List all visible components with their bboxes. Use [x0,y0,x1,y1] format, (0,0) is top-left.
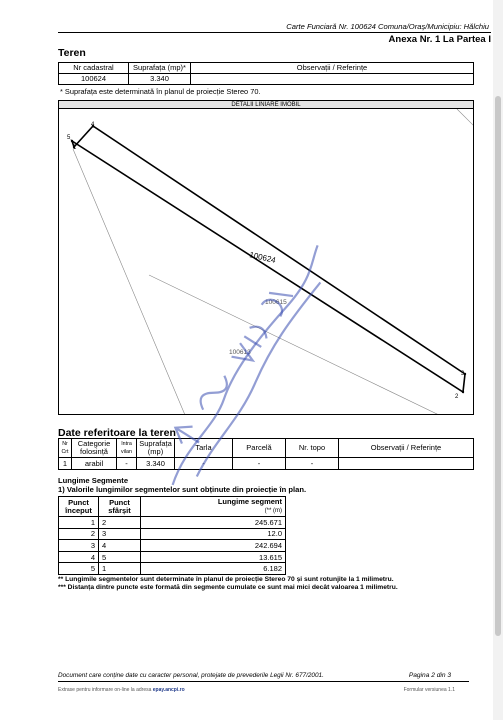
cell-intravilan: - [117,458,137,470]
lungime-note-2: *** Distanța dintre puncte este formată din segmente cumulate ce sunt mai mici decât valoarea 1 milimetru. [58,584,398,591]
cell-parcela: - [233,458,286,470]
point-label-2: 2 [455,394,459,400]
col-parcela: Parcelă [233,439,286,458]
cadastral-map [58,109,474,415]
cell-tarla: - [175,458,233,470]
scrollbar[interactable] [493,0,503,720]
lungime-notes [58,576,398,592]
extras-note: Extrase pentru informare on-line la adresa epay.ancpi.ro [58,687,185,693]
cell-categorie: arabil [72,458,117,470]
neighbor-boundary [73,149,185,415]
table-row [59,458,474,470]
col-nr-cadastral: Nr cadastral [59,63,129,74]
col-suprafata: Suprafața (mp) [137,439,175,458]
parcel-label-main: 100624 [248,250,277,265]
lungime-subtitle: 1) Valorile lungimilor segmentelor sunt obținute din proiecție în plan. [58,485,307,494]
col-nr-topo: Nr. topo [286,439,339,458]
point-label-4: 4 [91,122,95,128]
carte-funciara-header: Carte Funciară Nr. 100624 Comuna/Oraș/Municipiu: Hălchiu [286,22,489,31]
footer-rule [58,681,469,682]
point-label-3: 3 [461,371,465,377]
point-label-1: 1 [73,145,77,151]
scrollbar-thumb[interactable] [495,96,501,636]
cell-observatii [339,458,474,470]
col-categorie: Categorie folosință [72,439,117,458]
col-nr-crt: Nr Crt [59,439,72,458]
table-row: 2 3 12.0 [59,528,286,540]
col-punct-inceput: Punct început [59,497,99,517]
col-suprafata: Suprafața (mp)* [129,63,191,74]
col-observatii: Observații / Referințe [191,63,474,74]
date-teren-title: Date referitoare la teren [58,427,176,439]
teren-table [58,62,474,85]
header-rule [58,32,491,33]
cell-nr-cadastral: 100624 [59,74,129,85]
col-tarla: Tarla [175,439,233,458]
map-drawing [59,109,474,415]
table-row: 3 4 242.694 [59,540,286,552]
col-punct-sfarsit: Punct sfârșit [99,497,141,517]
suprafata-note: * Suprafața este determinată în planul de proiecție Stereo 70. [60,87,261,96]
table-row: 1 2 245.671 [59,517,286,529]
point-marker [71,140,73,142]
date-teren-table [58,438,474,470]
cell-nr-topo: - [286,458,339,470]
table-row: 5 1 6.182 [59,563,286,575]
epay-link[interactable]: epay.ancpi.ro [152,687,185,693]
cell-suprafata: 3.340 [137,458,175,470]
parcel-label-neighbor-b: 100613 [229,349,251,356]
lungime-table [58,496,286,575]
cell-nr-crt: 1 [59,458,72,470]
cell-suprafata: 3.340 [129,74,191,85]
lungime-title: Lungime Segmente [58,476,129,485]
detalii-title: DETALII LINIARE IMOBIL [58,100,474,109]
teren-section-title: Teren [58,47,86,59]
table-row: 4 5 13.615 [59,551,286,563]
anexa-title: Anexa Nr. 1 La Partea I [388,34,491,45]
point-marker [462,391,464,393]
col-observatii: Observații / Referințe [339,439,474,458]
page-number: Pagina 2 din 3 [408,672,451,679]
form-version: Formular versiunea 1.1 [403,687,455,693]
lungime-note-1: ** Lungimile segmentelor sunt determinate în planul de proiecție Stereo 70 și sunt rotunjite la 1 milimetru. [58,576,394,583]
parcel-label-neighbor-a: 100615 [265,299,287,306]
col-intravilan: Intra vilan [117,439,137,458]
neighbor-boundary [149,275,439,415]
cell-observatii [191,74,474,85]
confidentiality-note: Document care conține date cu caracter personal, protejate de prevederile Legii Nr. 677/2001. [58,672,324,679]
col-lungime: Lungime segment (** (m) [141,497,286,517]
neighbor-boundary [457,109,474,127]
point-label-5: 5 [67,135,71,141]
